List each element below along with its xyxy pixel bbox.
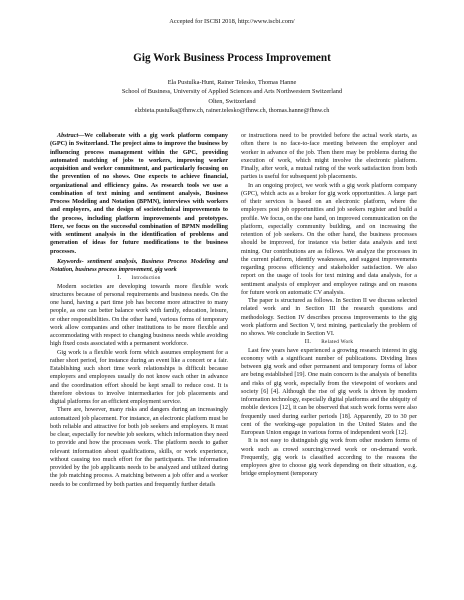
author-block <box>0 78 464 116</box>
section-title: Related Work <box>321 339 354 346</box>
author-location: Olten, Switzerland <box>208 97 256 105</box>
section-heading-related-work <box>241 338 417 346</box>
body-paragraph: Modern societies are developing towards more flexible work structures because of personal requirements and business needs. On the one hand, having a part time job has become more attractive to many people, as one can better balance work with family, education, leisure, or other responsibilities. On the other hand, various forms of temporary work allow companies and other institutions to be more flexible and accommodating with respect to changing business needs while avoiding high fixed costs associated with a permanent workforce. <box>50 283 228 348</box>
left-column <box>50 132 228 489</box>
author-emails: elzbieta.pustulka@fhnw.ch, rainer.telesko@fhnw.ch, thomas.hanne@fhnw.ch <box>134 107 330 115</box>
section-title: Introduction <box>131 275 161 282</box>
author-names: Ela Pustulka-Hunt, Rainer Telesko, Thomas Hanne <box>167 79 297 86</box>
body-paragraph: It is not easy to distinguish gig work from other modern forms of work such as crowd sourcing/crowd work or on-demand work. Frequently, gig work is classified according to the reasons the employees give to choose gig work depending on their situation, e.g. bridge employment (temporary <box>241 438 417 478</box>
section-heading-introduction <box>50 274 228 282</box>
paper-title: Gig Work Business Process Improvement <box>133 52 331 64</box>
body-paragraph: or instructions need to be provided before the actual work starts, as often there is no face-to-face meeting between the employer and worker in advance of the job. Then there may be problems during the execution of work, which might involve the electronic platform. Finally, after work, a mutual rating of the work satisfaction from both parties is useful for subsequent job placements. <box>241 133 417 181</box>
body-paragraph: There are, however, many risks and dangers during an increasingly automatized job placement. For instance, an electronic platform must be both reliable and attractive for both job seekers and employers. It must be clear, especially for newbie job seekers, which information they need to provide and how the processes work. The platform needs to gather relevant information about qualifications, skills, or work experience, without causing too much effort for the participants. The information provided by the job applicants needs to be analyzed and utilized during the job matching process. A matching between a job offer and a worker needs to be confirmed by both parties and frequently further details <box>50 407 228 488</box>
body-paragraph: Gig work is a flexible work form which assumes employment for a rather short period, for instance during an event like a concert or a fair. Establishing such short time work relationships is difficult because employers and employees usually do not know each other in advance and the coordination effort should be kept small to reduce cost. It is therefore obvious to involve intermediaries for job placements and digital platforms for an efficient employment service. <box>50 349 228 405</box>
section-number: II. <box>304 339 312 346</box>
keywords: Keywords- sentiment analysis, Business Process Modeling and Notation, business process improvement, gig work <box>50 258 228 273</box>
body-paragraph: Last few years have experienced a growing research interest in gig economy with a significant number of publications. Dividing lines between gig work and other permanent and temporary forms of labor are being established [19]. One main concern is the analysis of benefits and risks of gig work, especially from the viewpoint of workers and society [6] [4]. Although the rise of gig work is driven by modern information technology, especially digital platforms and the ubiquity of mobile devices [12], it can be observed that such work forms were also frequently used during earlier periods [18]. Apparently, 20 to 30 per cent of the working-age population in the United States and the European Union engage in various forms of independent work [12]. <box>241 347 417 436</box>
right-column <box>241 132 417 479</box>
author-affiliation: School of Business, University of Applied Sciences and Arts Northwestern Switzerland <box>121 88 343 96</box>
abstract-label: Abstract <box>57 133 79 139</box>
abstract-text: —We collaborate with a gig work platform company (GPC) in Switzerland. The project aims to improve the business by influencing process management within the GPC, providing automated matching of jobs to workers, improving worker acquisition and worker commitment, and particularly focusing on the prevention of no shows. One expects to achieve financial, organizational and efficiency gains. As research tools we use a combination of text mining and sentiment analysis, Business Process Modeling and Notation (BPMN), interviews with workers and employers, and the design of sociotechnical improvements to the process, including platform improvements and prototypes. Here, we focus on the successful combination of BPMN modelling with sentiment analysis in the identification of problems and generation of ideas for future modifications to the business processes. <box>50 133 228 255</box>
section-number: I. <box>117 275 122 282</box>
abstract <box>50 132 228 256</box>
body-paragraph: In an ongoing project, we work with a gig work platform company (GPC), which acts as a broker for gig work opportunities. A large part of their services is based on an electronic platform, where the employers post job opportunities and job seekers register and build a profile. We focus, on the one hand, on improved communication on the platform, especially community building, and on increasing the retention of job seekers. On the other hand, the business processes should be improved, for instance via better data analysis and text mining. Our contributions are as follows. We analyze the processes in the current platform, identify weaknesses, and suggest improvements regarding process efficiency and stakeholder satisfaction. We also report on the usage of tools for text mining and data analysis, for a sentiment analysis of employer and employee ratings and on reasons for future work on automatic CV analysis. <box>241 182 417 296</box>
acceptance-note: Accepted for ISCBI 2018, http://www.iscbi.com/ <box>169 18 295 25</box>
body-paragraph: The paper is structured as follows. In Section II we discuss selected related work and in Section III the research questions and methodology. Section IV describes process improvements to the gig work platform and Section V, text mining, particularly the problem of no shows. We conclude in Section VI. <box>241 298 417 337</box>
